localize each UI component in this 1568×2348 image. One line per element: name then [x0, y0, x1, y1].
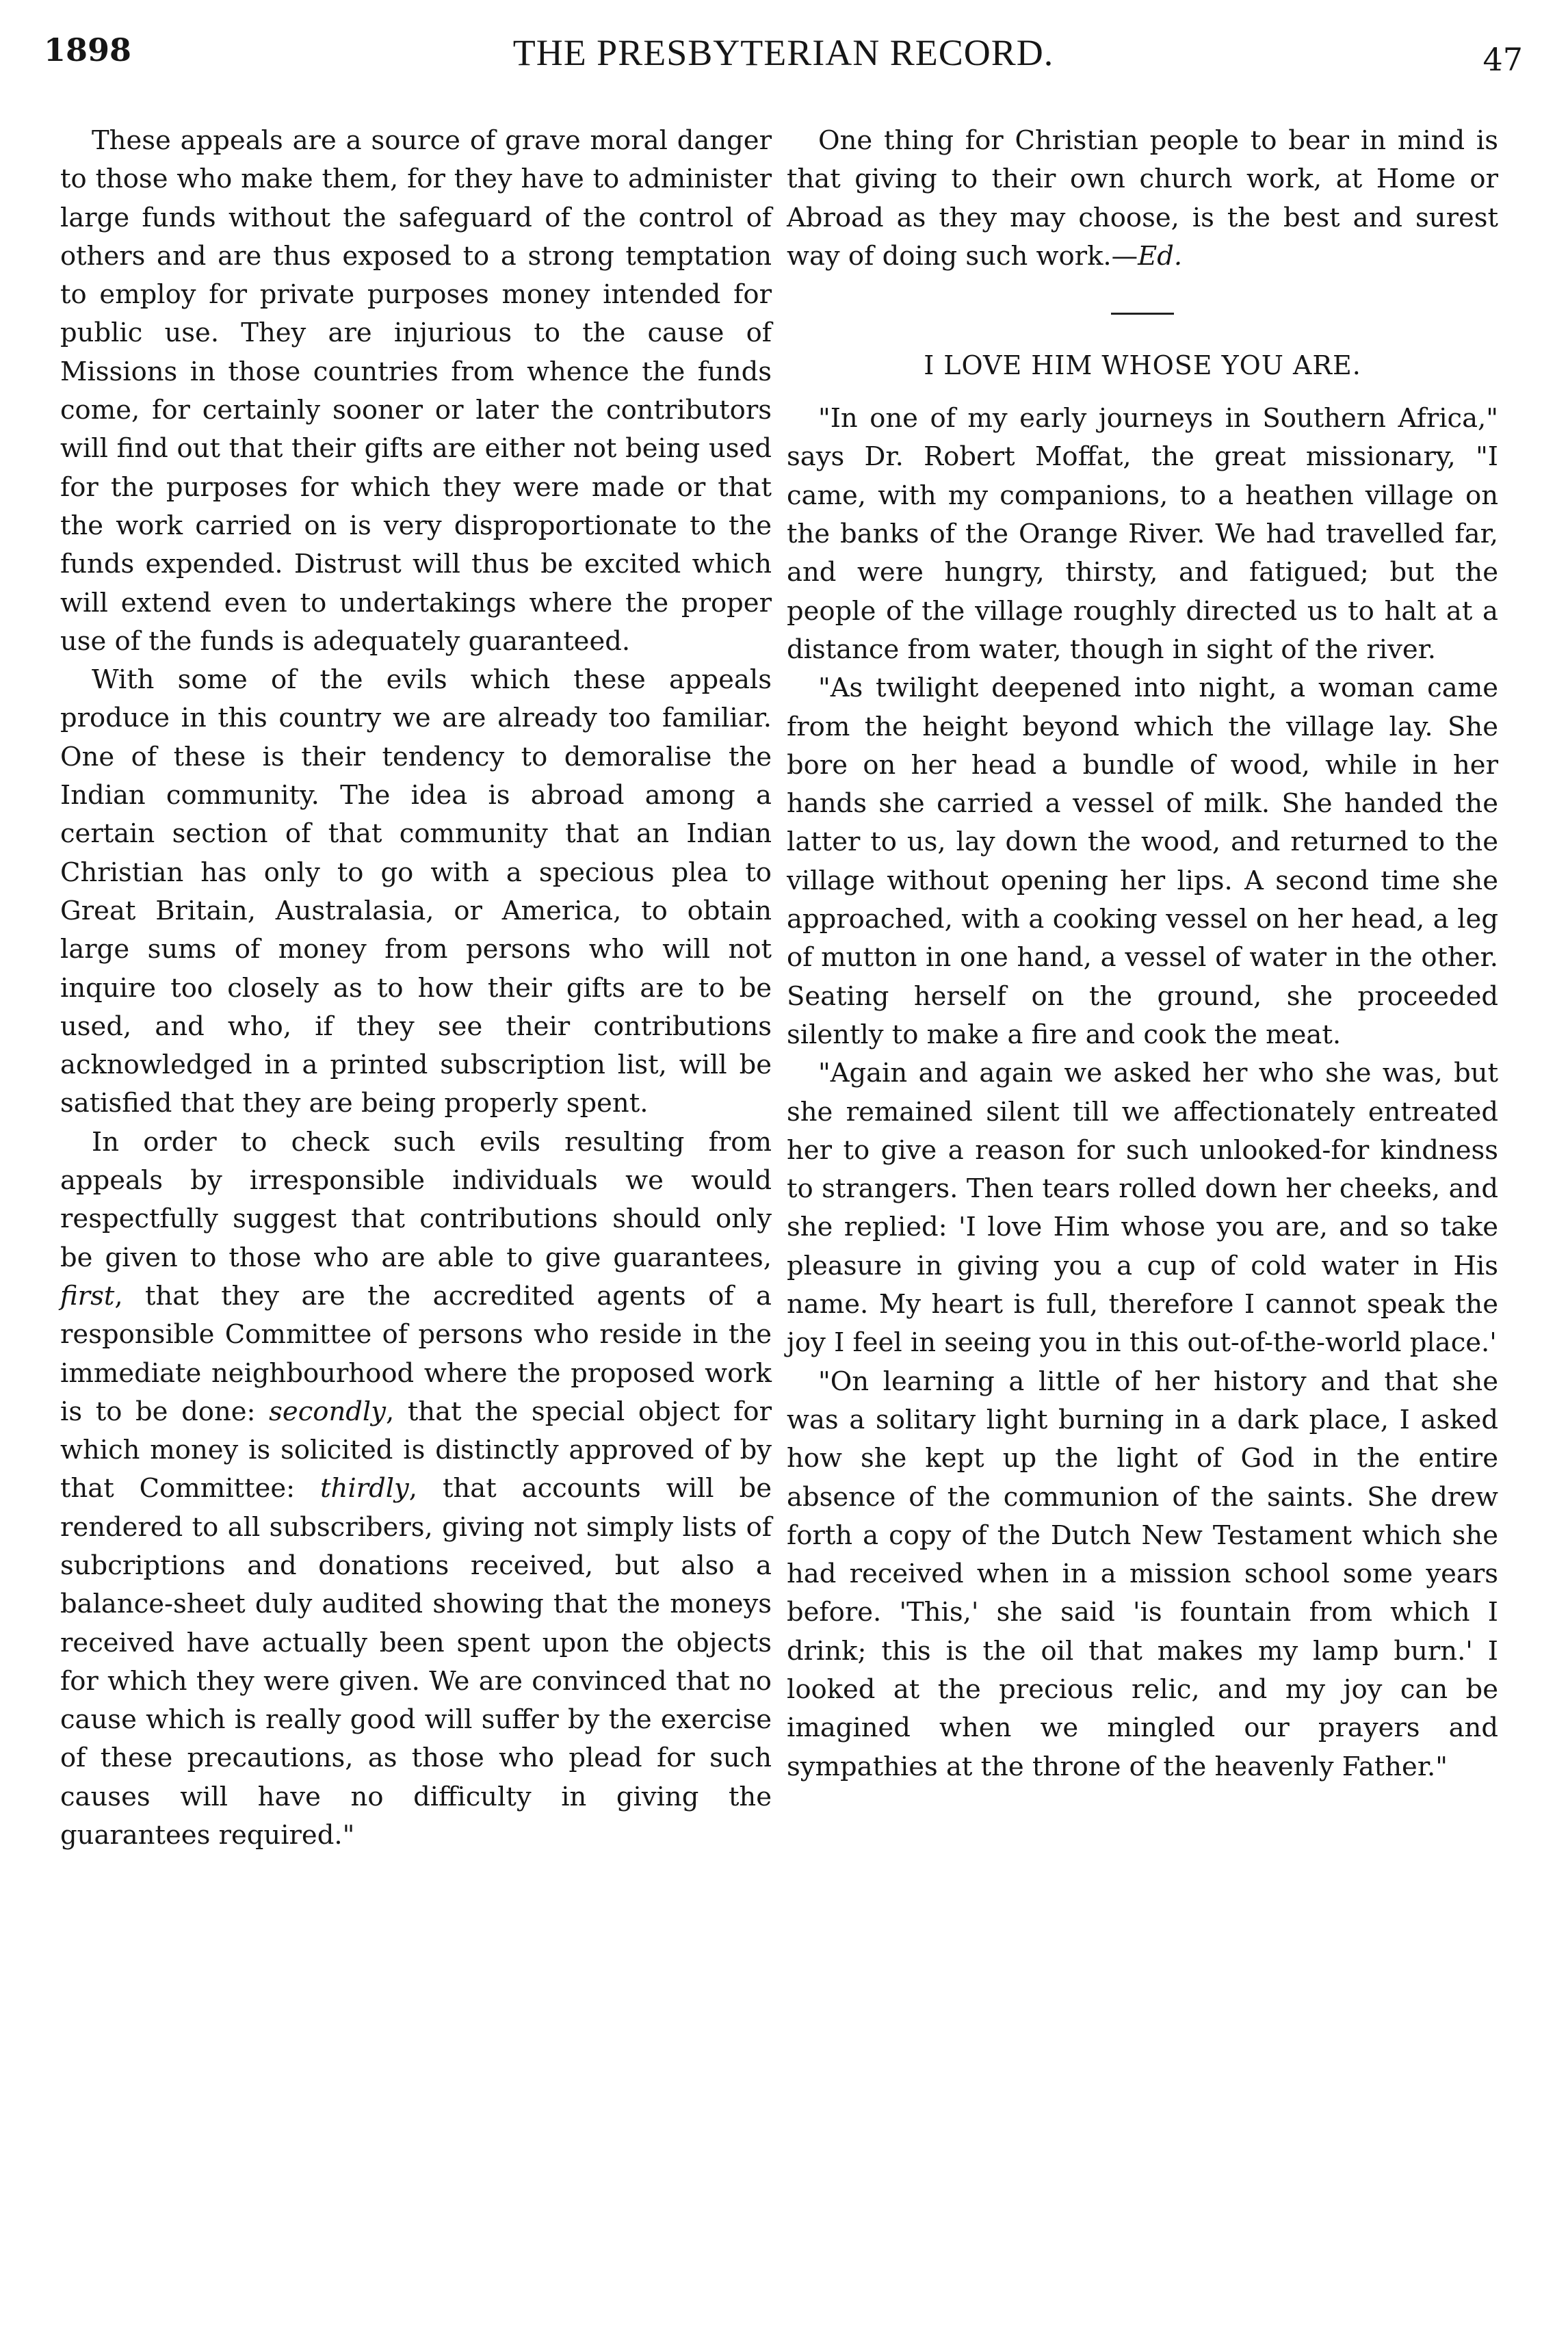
p3-text-c: , that the special object for which money is solicited is distinctly approved of by that Committee: [60, 1396, 772, 1504]
section-divider [1111, 313, 1174, 315]
p3-first: first [60, 1280, 115, 1312]
right-paragraph-2: "In one of my early journeys in Southern Africa," says Dr. Robert Moffat, the great missionary, "I came, with my companions, to a heathen village on the banks of the Orange River. We had travelled far, and were hungry, thirsty, and fatigued; but the people of the village roughly directed us to halt at a distance from water, though in sight of the river. [787, 403, 1498, 665]
right-paragraph-5: "On learning a little of her history and that she was a solitary light burning in a dark place, I asked how she kept up the light of God in the entire absence of the communion of the saints. She drew forth a copy of the Dutch New Testament which she had received when in a mission school some years before. 'This,' she said 'is fountain from which I drink; this is the oil that makes my lamp burn.' I looked at the precious relic, and my joy can be imagined when we mingled our prayers and sympathies at the throne of the heavenly Father." [787, 1366, 1498, 1782]
left-paragraph-1: These appeals are a source of grave moral danger to those who make them, for they have to administer large funds without the safeguard of the control of others and are thus exposed to a strong temptation to employ for private purposes money intended for public use. They are injurious to the cause of Missions in those countries from whence the funds come, for certainly sooner or later the contributors will find out that their gifts are either not being used for the purposes for which they were made or that the work carried on is very disproportionate to the funds expended. Distrust will thus be excited which will extend even to undertakings where the proper use of the funds is adequately guaranteed. [60, 125, 772, 657]
p3-thirdly: thirdly [320, 1473, 409, 1504]
header-year: 1898 [44, 31, 132, 68]
section-title: I LOVE HIM WHOSE YOU ARE. [924, 350, 1361, 381]
p3-text-d: , that accounts will be rendered to all subscribers, giving not simply lists of subcriptions and donations received, but also a balance-sheet duly audited showing that the moneys received have actually been spent upon the objects for which they were given. We are convinced that no cause which is really good will suffer by the exercise of these precautions, as those who plead for such causes will have no difficulty in giving the guarantees required." [60, 1473, 772, 1851]
right-column [787, 122, 1498, 1786]
left-column [60, 122, 772, 1855]
left-paragraph-3 [60, 1123, 772, 1855]
page-header [44, 31, 1523, 86]
p3-secondly: secondly [269, 1396, 386, 1427]
header-title: THE PRESBYTERIAN RECORD. [512, 32, 1054, 73]
right-paragraph-1 [787, 122, 1498, 276]
p3-text-b: , that they are the accredited agents of a responsible Committee of persons who reside in the immediate neighbourhood where the proposed work is to be done: [60, 1280, 772, 1427]
right-p1-text: One thing for Christian people to bear in mind is that giving to their own church work, at Home or Abroad as they may choose, is the best and surest way of doing such work.— [787, 125, 1498, 272]
p3-text-a: In order to check such evils resulting from appeals by irresponsible individuals we would respectfully suggest that contributions should only be given to those who are able to give guarantees, [60, 1126, 772, 1273]
left-paragraph-2: With some of the evils which these appeals produce in this country we are already too familiar. One of these is their tendency to demoralise the Indian community. The idea is abroad among a certain section of that community that an Indian Christian has only to go with a specious plea to Great Britain, Australasia, or America, to obtain large sums of money from persons who will not inquire too closely as to how their gifts are to be used, and who, if they see their contributions acknowledged in a printed subscription list, will be satisfied that they are being properly spent. [60, 664, 772, 1119]
header-page-number: 47 [1482, 41, 1523, 78]
editor-signature: Ed. [1138, 240, 1183, 272]
right-paragraph-3: "As twilight deepened into night, a woman came from the height beyond which the village lay. She bore on her head a bundle of wood, while in her hands she carried a vessel of milk. She handed the latter to us, lay down the wood, and returned to the village without opening her lips. A second time she approached, with a cooking vessel on her head, a leg of mutton in one hand, a vessel of water in the other. Seating herself on the ground, she proceeded silently to make a fire and cook the meat. [787, 673, 1498, 1050]
right-paragraph-4: "Again and again we asked her who she was, but she remained silent till we affectionately entreated her to give a reason for such unlooked-for kindness to strangers. Then tears rolled down her cheeks, and she replied: 'I love Him whose you are, and so take pleasure in giving you a cup of cold water in His name. My heart is full, therefore I cannot speak the joy I feel in seeing you in this out-of-the-world place.' [787, 1058, 1498, 1359]
